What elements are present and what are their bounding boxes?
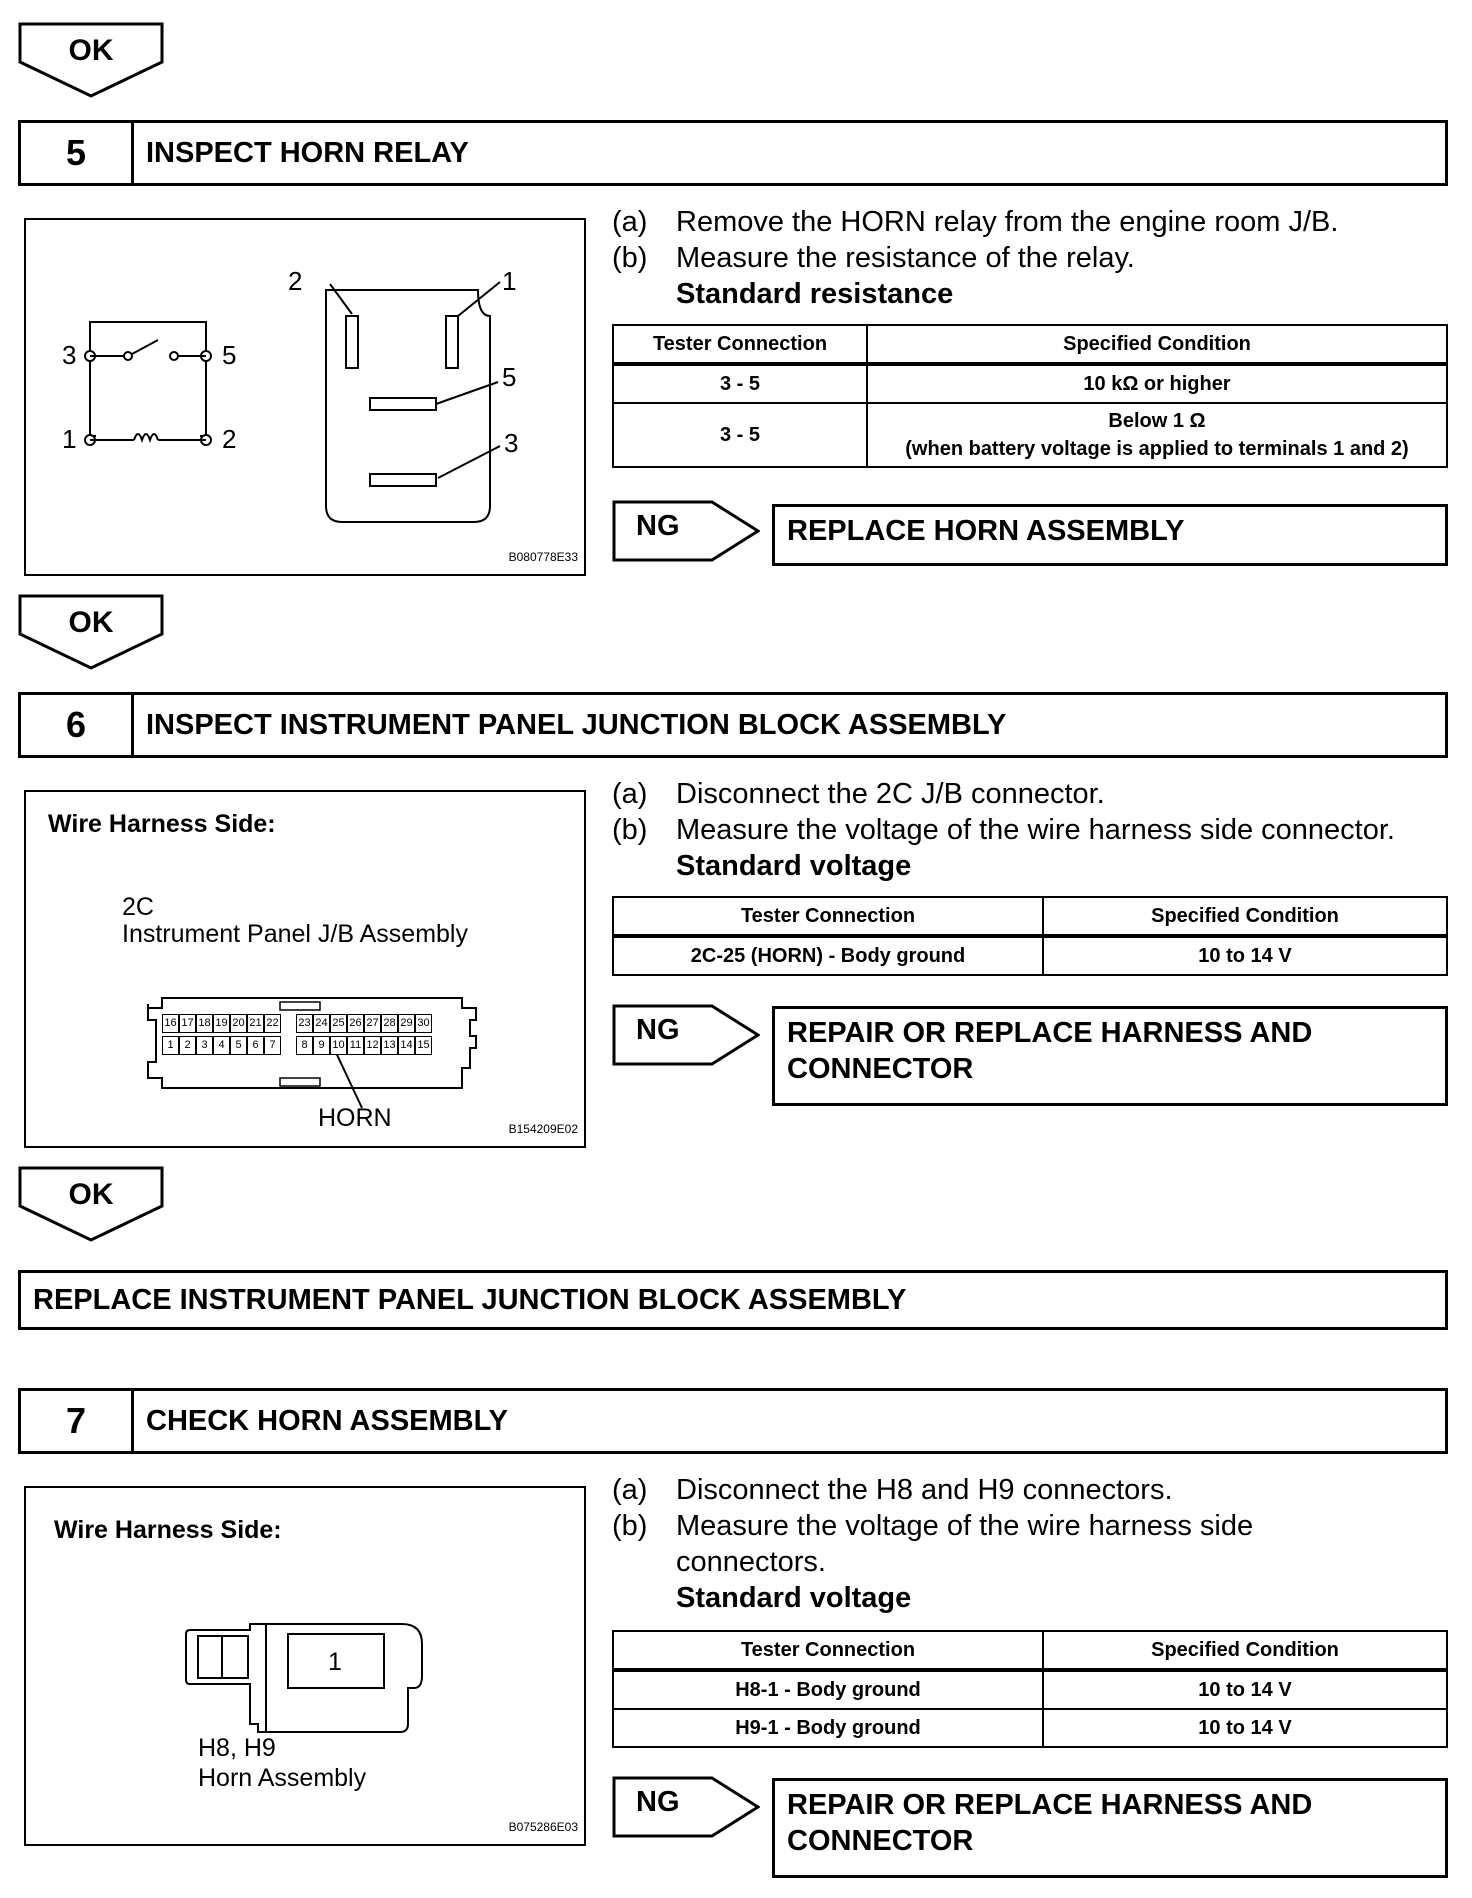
horn-pointer-label: HORN: [318, 1104, 392, 1132]
connector-pin: 14: [398, 1036, 415, 1055]
instruction-label: (a): [612, 1474, 648, 1506]
connector-2c-diagram: [26, 792, 584, 1146]
connector-pin: 24: [313, 1014, 330, 1033]
step-7-instructions: [612, 1472, 1253, 1616]
instruction-text: Measure the voltage of the wire harness side: [676, 1510, 1254, 1542]
connector-2c-figure: [24, 790, 586, 1148]
ng-arrow-shape: [612, 500, 760, 562]
ok-label: OK: [68, 34, 114, 67]
connector-pin: 22: [264, 1014, 281, 1033]
instruction-text: Measure the voltage of the wire harness side connector.: [676, 814, 1395, 846]
relay-pin-2-label: 2: [222, 424, 237, 454]
column-header: Tester Connection: [613, 1631, 1043, 1670]
tester-connection-cell: 2C-25 (HORN) - Body ground: [613, 936, 1043, 975]
connector-pin: 1: [162, 1036, 179, 1055]
connector-pin: 18: [196, 1014, 213, 1033]
connector-pin: 20: [230, 1014, 247, 1033]
step-5-header: [18, 120, 1448, 186]
step-number: 5: [21, 123, 134, 183]
ng-arrow: [612, 1004, 760, 1066]
instruction-row: [612, 1472, 1253, 1508]
connector-pin: 6: [247, 1036, 264, 1055]
connector-pin: 27: [364, 1014, 381, 1033]
connector-pin: 21: [247, 1014, 264, 1033]
tester-connection-cell: H8-1 - Body ground: [613, 1670, 1043, 1709]
connector-pin: 25: [330, 1014, 347, 1033]
ng-action-text: CONNECTOR: [787, 1053, 974, 1085]
instruction-label: (b): [612, 814, 648, 846]
connector-pin: 16: [162, 1014, 179, 1033]
instruction-row: [612, 776, 1395, 812]
instruction-label: (b): [612, 242, 648, 274]
relay-pin-3-label: 3: [62, 340, 77, 370]
column-header: Specified Condition: [1043, 897, 1447, 936]
ng-label: NG: [636, 1786, 680, 1818]
connector-pin: 13: [381, 1036, 398, 1055]
step-5-instructions: [612, 204, 1338, 312]
ng-arrow-shape: [612, 1004, 760, 1066]
ng-action-box: [772, 504, 1448, 566]
spec-table: [612, 896, 1448, 976]
tester-connection-cell: H9-1 - Body ground: [613, 1709, 1043, 1747]
ng-action-text: REPLACE HORN ASSEMBLY: [787, 515, 1185, 547]
connector-pin: 17: [179, 1014, 196, 1033]
step-number: 7: [21, 1391, 134, 1451]
horn-connector-figure: [24, 1486, 586, 1846]
table-header-row: [613, 325, 1447, 364]
ng-action-text: REPAIR OR REPLACE HARNESS AND: [787, 1789, 1313, 1821]
connector-pin: 2: [179, 1036, 196, 1055]
ng-action-box: [772, 1778, 1448, 1878]
column-header: Tester Connection: [613, 897, 1043, 936]
relay-terminal-2-label: 2: [288, 266, 303, 296]
instruction-text: Remove the HORN relay from the engine room J/B.: [676, 206, 1339, 238]
ng-arrow: [612, 1776, 760, 1838]
relay-diagram: [26, 220, 584, 574]
pin-1-label: 1: [328, 1648, 342, 1676]
ng-arrow-shape: [612, 1776, 760, 1838]
replace-ipjb-box: [18, 1270, 1448, 1330]
instruction-row: [612, 1508, 1253, 1544]
step-title: CHECK HORN ASSEMBLY: [146, 1404, 509, 1437]
instruction-continuation: connectors.: [676, 1546, 826, 1578]
figure-code: B075286E03: [508, 1820, 578, 1834]
specified-condition-cell: 10 to 14 V: [1043, 1709, 1447, 1747]
table-row: [613, 403, 1447, 467]
ng-arrow: [612, 500, 760, 562]
connector-pin: 4: [213, 1036, 230, 1055]
connector-pin: 23: [296, 1014, 313, 1033]
spec-table: [612, 324, 1448, 468]
standard-label: Standard voltage: [676, 1582, 912, 1614]
wire-harness-side-label: Wire Harness Side:: [48, 810, 276, 838]
instruction-row: [612, 240, 1338, 276]
ok-label: OK: [68, 1178, 114, 1211]
ng-action-box: [772, 1006, 1448, 1106]
connector-pin: 30: [415, 1014, 432, 1033]
connector-id-label: 2C: [122, 893, 154, 921]
step-title: INSPECT HORN RELAY: [146, 136, 469, 169]
step-title: INSPECT INSTRUMENT PANEL JUNCTION BLOCK ASSEMBLY: [146, 708, 1007, 741]
instruction-text: Measure the resistance of the relay.: [676, 242, 1135, 274]
table-row: [613, 364, 1447, 403]
instruction-label: (a): [612, 778, 648, 810]
ok-arrow: [18, 1166, 164, 1244]
connector-name-label: Instrument Panel J/B Assembly: [122, 920, 468, 948]
relay-terminal-5-label: 5: [502, 362, 517, 392]
instruction-label: (b): [612, 1510, 648, 1542]
replace-ipjb-text: REPLACE INSTRUMENT PANEL JUNCTION BLOCK ASSEMBLY: [33, 1283, 907, 1316]
figure-code: B154209E02: [508, 1122, 578, 1136]
ok-arrow: [18, 594, 164, 672]
connector-pin: 10: [330, 1036, 347, 1055]
connector-pin: 19: [213, 1014, 230, 1033]
ok-label: OK: [68, 606, 114, 639]
relay-figure: [24, 218, 586, 576]
connector-pin: 7: [264, 1036, 281, 1055]
step-7-header: [18, 1388, 1448, 1454]
tester-connection-cell: 3 - 5: [613, 364, 867, 403]
specified-condition-cell: 10 to 14 V: [1043, 936, 1447, 975]
instruction-text: Disconnect the H8 and H9 connectors.: [676, 1474, 1173, 1506]
connector-pin: 9: [313, 1036, 330, 1055]
relay-pin-5-label: 5: [222, 340, 237, 370]
instruction-row: [612, 812, 1395, 848]
connector-pin: 8: [296, 1036, 313, 1055]
ng-action-text: REPAIR OR REPLACE HARNESS AND: [787, 1017, 1313, 1049]
ng-action-text: CONNECTOR: [787, 1825, 974, 1857]
step-number: 6: [21, 695, 134, 755]
table-row: [613, 1709, 1447, 1747]
step-6-header: [18, 692, 1448, 758]
condition-line: (when battery voltage is applied to terminals 1 and 2): [905, 438, 1409, 460]
specified-condition-cell: 10 kΩ or higher: [867, 364, 1447, 403]
table-row: [613, 936, 1447, 975]
ng-label: NG: [636, 1014, 680, 1046]
connector-pin: 11: [347, 1036, 364, 1055]
relay-terminal-3-label: 3: [504, 428, 519, 458]
table-header-row: [613, 1631, 1447, 1670]
condition-line: Below 1 Ω: [1108, 410, 1206, 432]
spec-table: [612, 1630, 1448, 1748]
connector-pin: 5: [230, 1036, 247, 1055]
tester-connection-cell: 3 - 5: [613, 403, 867, 467]
ok-arrow: [18, 22, 164, 100]
step-6-instructions: [612, 776, 1395, 884]
connector-id-label: H8, H9: [198, 1734, 276, 1762]
figure-code: B080778E33: [508, 550, 578, 564]
connector-pin: 28: [381, 1014, 398, 1033]
connector-pin: 12: [364, 1036, 381, 1055]
table-row: [613, 1670, 1447, 1709]
wire-harness-side-label: Wire Harness Side:: [54, 1516, 282, 1544]
connector-pin: 15: [415, 1036, 432, 1055]
column-header: Specified Condition: [1043, 1631, 1447, 1670]
ng-label: NG: [636, 510, 680, 542]
instruction-label: (a): [612, 206, 648, 238]
connector-name-label: Horn Assembly: [198, 1764, 367, 1792]
instruction-row: [612, 204, 1338, 240]
table-header-row: [613, 897, 1447, 936]
relay-terminal-1-label: 1: [502, 266, 517, 296]
standard-label: Standard resistance: [676, 278, 954, 310]
standard-label: Standard voltage: [676, 850, 912, 882]
connector-pin: 3: [196, 1036, 213, 1055]
instruction-text: Disconnect the 2C J/B connector.: [676, 778, 1105, 810]
connector-pin: 29: [398, 1014, 415, 1033]
connector-pin: 26: [347, 1014, 364, 1033]
column-header: Specified Condition: [867, 325, 1447, 364]
relay-pin-1-label: 1: [62, 424, 77, 454]
specified-condition-cell: 10 to 14 V: [1043, 1670, 1447, 1709]
specified-condition-cell: [867, 403, 1447, 467]
column-header: Tester Connection: [613, 325, 867, 364]
